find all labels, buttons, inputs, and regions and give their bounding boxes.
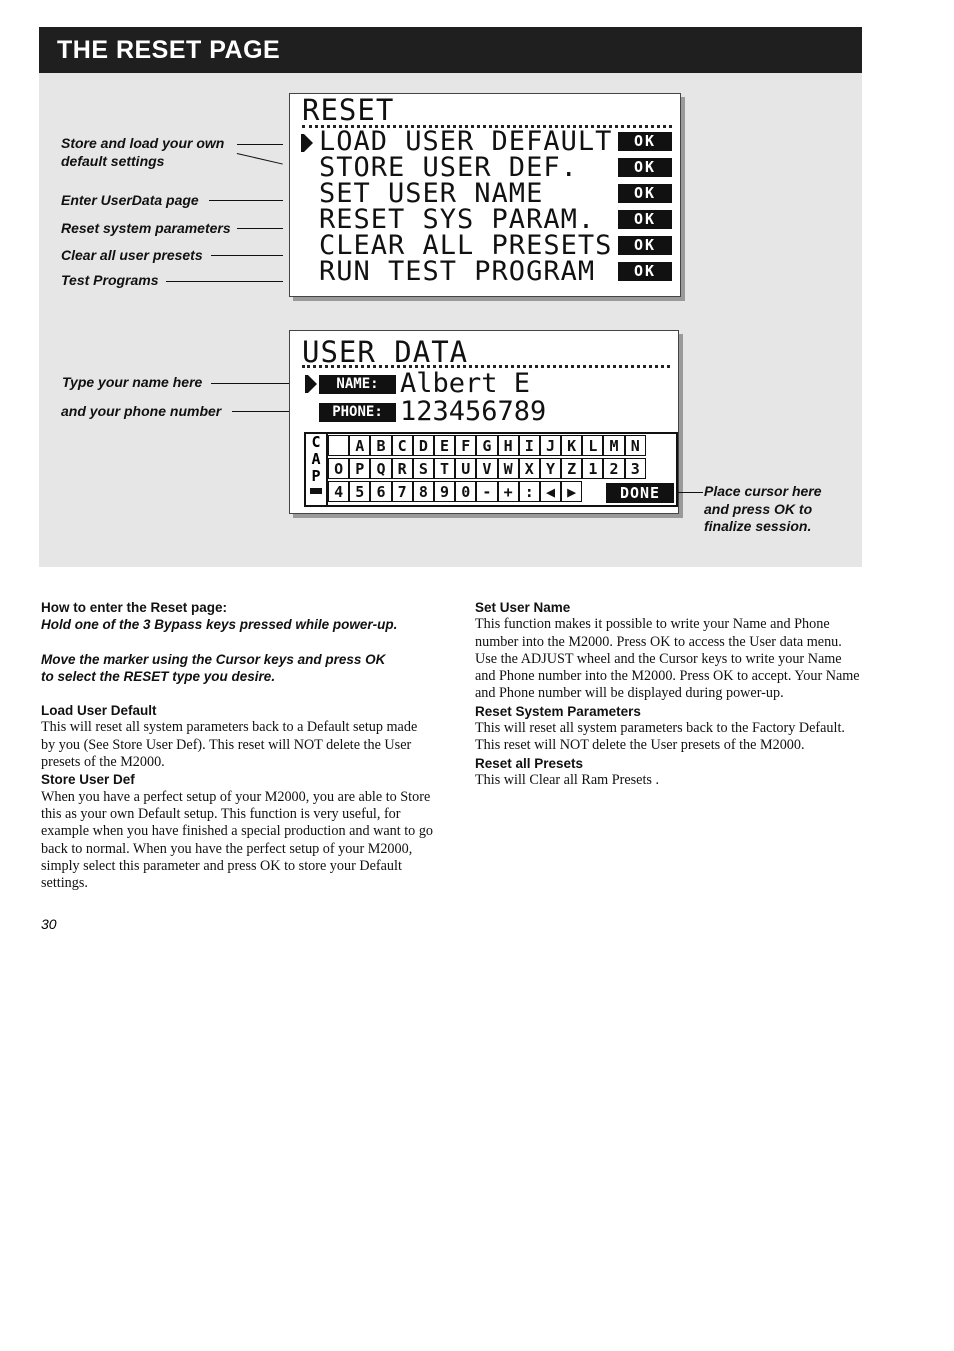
enter-instruction: Hold one of the 3 Bypass keys pressed while power-up. — [41, 617, 398, 633]
label-type-name: Type your name here — [62, 374, 203, 390]
key[interactable]: Z — [561, 458, 582, 479]
key[interactable]: K — [561, 435, 582, 456]
keyboard-row-3 — [328, 481, 582, 504]
reset-all-presets-text: This will Clear all Ram Presets . — [475, 771, 660, 788]
enter-heading: How to enter the Reset page: — [41, 600, 228, 615]
key[interactable]: H — [498, 435, 519, 456]
leader-line — [678, 492, 703, 493]
key[interactable]: N — [625, 435, 646, 456]
caps-bar-icon — [310, 488, 322, 494]
caps-key[interactable] — [306, 434, 328, 505]
leader-line — [237, 144, 283, 145]
page-title: THE RESET PAGE — [57, 36, 281, 64]
ok-button[interactable]: OK — [618, 184, 672, 203]
reset-display-title: RESET — [302, 93, 395, 127]
label-test-programs: Test Programs — [61, 272, 159, 288]
key[interactable]: W — [498, 458, 519, 479]
caps-letter: A — [311, 450, 321, 468]
key[interactable]: 1 — [582, 458, 603, 479]
ok-button[interactable]: OK — [618, 158, 672, 177]
cursor-arrow-icon — [308, 375, 317, 393]
key[interactable]: 0 — [455, 481, 476, 502]
key[interactable]: Y — [540, 458, 561, 479]
leader-line — [211, 383, 289, 384]
key[interactable]: 2 — [603, 458, 624, 479]
key[interactable]: O — [328, 458, 349, 479]
leader-line — [211, 255, 283, 256]
label-store-load-line1: Store and load your own — [61, 135, 225, 151]
label-place-cursor-line3: finalize session. — [704, 518, 812, 534]
page-number: 30 — [41, 916, 57, 932]
key[interactable]: 3 — [625, 458, 646, 479]
key[interactable]: X — [519, 458, 540, 479]
keyboard-row-1 — [328, 435, 646, 458]
left-text-column — [41, 599, 433, 892]
store-user-def-heading: Store User Def — [41, 772, 135, 788]
page-header — [39, 27, 862, 73]
leader-line — [237, 228, 283, 229]
load-user-default-heading: Load User Default — [41, 703, 157, 719]
key[interactable]: P — [349, 458, 370, 479]
row-label: SET USER NAME — [319, 178, 544, 209]
key[interactable]: 5 — [349, 481, 370, 502]
row-label: CLEAR ALL PRESETS — [319, 230, 613, 261]
key[interactable]: 8 — [413, 481, 434, 502]
key[interactable]: M — [603, 435, 624, 456]
key[interactable]: U — [455, 458, 476, 479]
key-plus[interactable]: + — [498, 481, 519, 502]
key[interactable]: T — [434, 458, 455, 479]
phone-tag: PHONE: — [319, 403, 396, 422]
key-minus[interactable]: - — [476, 481, 497, 502]
user-data-title: USER DATA — [302, 335, 469, 369]
caps-letter: C — [311, 433, 321, 451]
caps-letter: P — [311, 467, 321, 485]
row-label: STORE USER DEF. — [319, 152, 578, 183]
key[interactable]: R — [392, 458, 413, 479]
leader-line — [166, 281, 283, 282]
key-space[interactable] — [328, 435, 349, 456]
key[interactable]: I — [519, 435, 540, 456]
key[interactable]: 7 — [392, 481, 413, 502]
key[interactable]: 4 — [328, 481, 349, 502]
label-place-cursor-line2: and press OK to — [704, 501, 813, 517]
cursor-arrow-icon — [304, 134, 313, 152]
move-instruction-line1: Move the marker using the Cursor keys and press OK — [41, 651, 386, 667]
key[interactable]: S — [413, 458, 434, 479]
name-tag: NAME: — [319, 375, 396, 394]
label-clear-presets: Clear all user presets — [61, 247, 203, 263]
key[interactable]: Q — [370, 458, 391, 479]
label-phone-number: and your phone number — [61, 403, 222, 419]
key[interactable]: B — [370, 435, 391, 456]
keyboard-row-2 — [328, 458, 646, 481]
reset-row-run-test-program[interactable] — [300, 256, 674, 287]
key[interactable]: F — [455, 435, 476, 456]
reset-system-heading: Reset System Parameters — [475, 703, 641, 719]
ok-button[interactable]: OK — [618, 132, 672, 151]
row-label: RUN TEST PROGRAM — [319, 256, 596, 287]
leader-line — [209, 200, 283, 201]
row-label: LOAD USER DEFAULT — [319, 126, 613, 157]
cursor-right-icon[interactable]: ▶ — [561, 481, 582, 502]
move-instruction-line2: to select the RESET type you desire. — [41, 668, 276, 684]
key[interactable]: D — [413, 435, 434, 456]
key[interactable]: V — [476, 458, 497, 479]
phone-input[interactable]: 123456789 — [400, 396, 547, 427]
ok-button[interactable]: OK — [618, 236, 672, 255]
key[interactable]: A — [349, 435, 370, 456]
key[interactable]: 6 — [370, 481, 391, 502]
character-keyboard — [304, 432, 678, 507]
row-label: RESET SYS PARAM. — [319, 204, 596, 235]
set-user-name-text: This function makes it possible to write your Name and Phone number into the M2000. Press OK to access the User data menu. Use the ADJUST wheel and the Cursor keys to write your Name and Phone number into the M2000. Press OK to accept. Your Name and Phone number will be displayed during power-up. — [475, 616, 860, 702]
ok-button[interactable]: OK — [618, 262, 672, 281]
key[interactable]: G — [476, 435, 497, 456]
load-user-default-text: This will reset all system parameters back to a Default setup made by you (See Store User Def). This reset will NOT delete the User presets of the M2000. — [41, 719, 418, 771]
reset-system-text: This will reset all system parameters back to the Factory Default. This reset will NOT delete the User presets of the M2000. — [475, 720, 845, 754]
key-colon[interactable]: : — [519, 481, 540, 502]
label-place-cursor-line1: Place cursor here — [704, 483, 822, 499]
store-user-def-text: When you have a perfect setup of your M2000, you are able to Store this as your own Default setup. This function is very useful, for example when you have finished a special production and want to go back to normal. When you have the perfect setup of your M2000, simply select this parameter and press OK to store your Default settings. — [41, 788, 434, 892]
user-data-display — [289, 330, 679, 514]
key[interactable]: C — [392, 435, 413, 456]
reset-all-presets-heading: Reset all Presets — [475, 755, 584, 771]
leader-line — [232, 411, 289, 412]
label-reset-system: Reset system parameters — [61, 220, 231, 236]
right-text-column — [475, 599, 860, 789]
key[interactable]: L — [582, 435, 603, 456]
set-user-name-heading: Set User Name — [475, 600, 571, 615]
label-enter-userdata: Enter UserData page — [61, 192, 199, 208]
done-button[interactable]: DONE — [606, 483, 674, 503]
key[interactable]: J — [540, 435, 561, 456]
key[interactable]: 9 — [434, 481, 455, 502]
reset-display — [289, 93, 681, 297]
ok-button[interactable]: OK — [618, 210, 672, 229]
label-store-load-line2: default settings — [61, 153, 165, 169]
key[interactable]: E — [434, 435, 455, 456]
cursor-left-icon[interactable]: ◀ — [540, 481, 561, 502]
name-input[interactable]: Albert E — [400, 368, 531, 399]
